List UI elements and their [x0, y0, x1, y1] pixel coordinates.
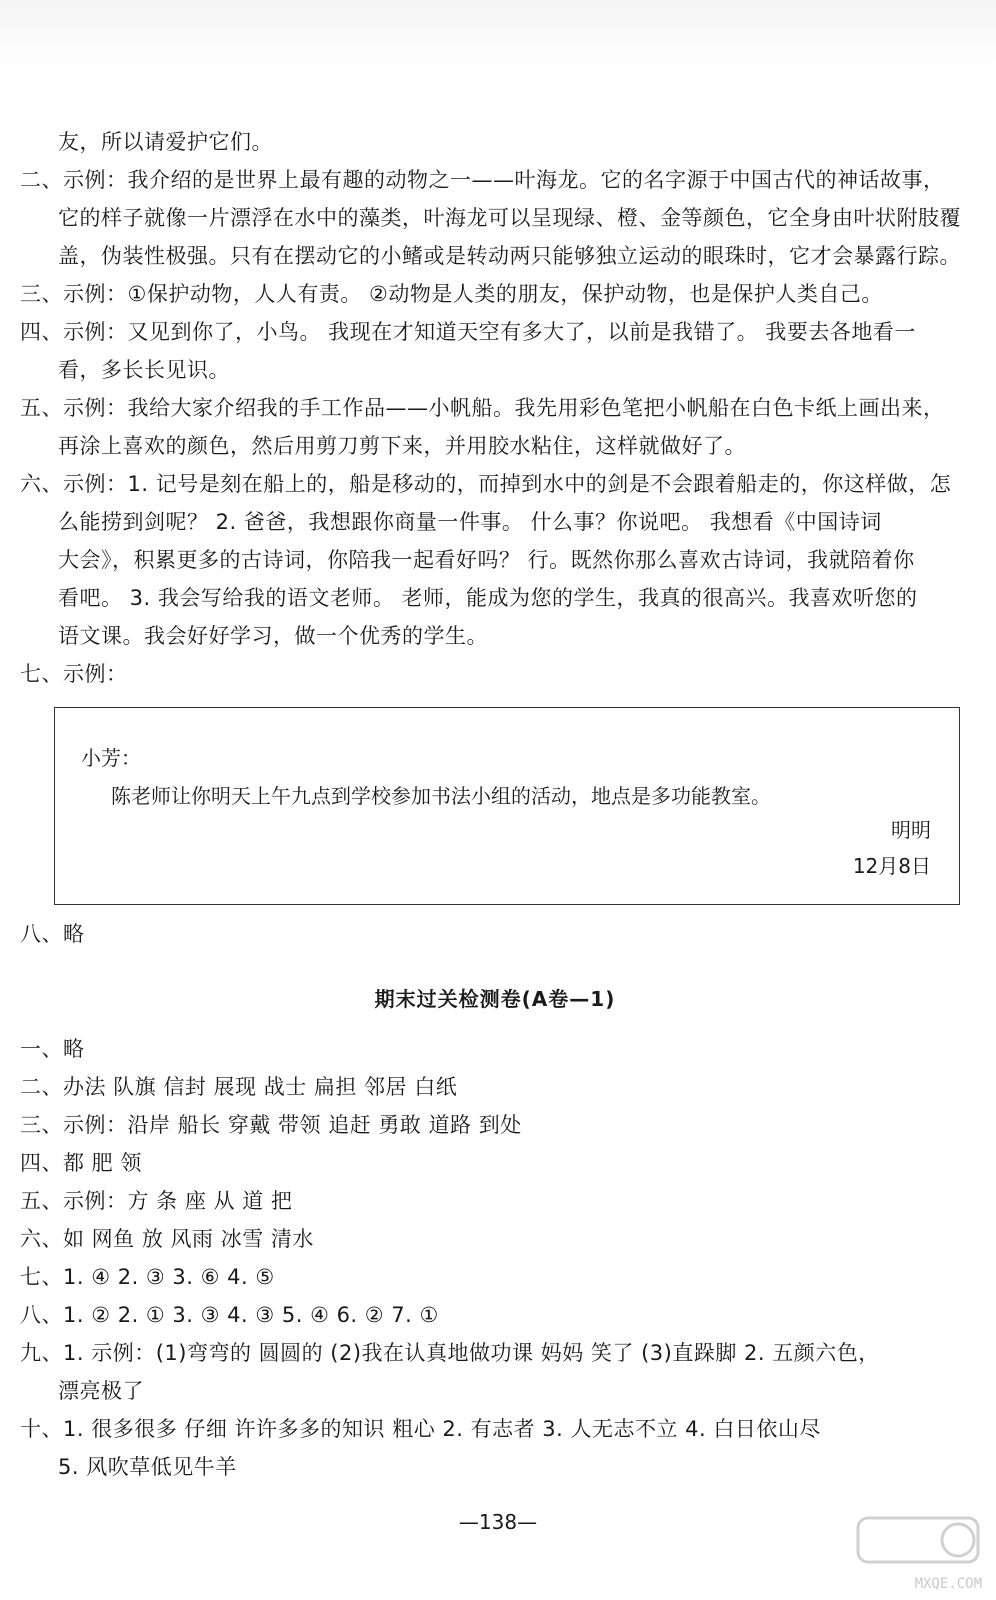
answer-section-top — [20, 123, 970, 693]
note-signature: 明明 — [891, 818, 931, 842]
answer-line: 三、示例：①保护动物，人人有责。 ②动物是人类的朋友，保护动物，也是保护人类自己。 — [20, 282, 883, 306]
answer-line: 八、1. ② 2. ① 3. ③ 4. ③ 5. ④ 6. ② 7. ① — [20, 1303, 439, 1327]
answer-line: 它的样子就像一片漂浮在水中的藻类，叶海龙可以呈现绿、橙、金等颜色，它全身由叶状附肢覆 — [58, 206, 961, 230]
answer-line: 四、示例：又见到你了，小鸟。 我现在才知道天空有多大了，以前是我错了。 我要去各地看一 — [20, 320, 916, 344]
answer-line: 五、示例：我给大家介绍我的手工作品——小帆船。我先用彩色笔把小帆船在白色卡纸上画出来， — [20, 396, 945, 420]
section-title: 期末过关检测卷(A卷—1) — [374, 987, 616, 1011]
note-salutation: 小芳： — [81, 746, 141, 770]
answer-line: 看，多长长见识。 — [58, 358, 230, 382]
answer-line: 一、略 — [20, 1037, 85, 1061]
note-date: 12月8日 — [852, 854, 931, 878]
answer-line: 六、如 网鱼 放 风雨 冰雪 清水 — [20, 1227, 314, 1251]
note-box — [54, 707, 960, 905]
answer-line: 二、办法 队旗 信封 展现 战士 扁担 邻居 白纸 — [20, 1075, 458, 1099]
scan-top-shadow — [0, 0, 996, 70]
answer-line: 三、示例：沿岸 船长 穿戴 带领 追赶 勇敢 道路 到处 — [20, 1113, 522, 1137]
answer-line: 九、1. 示例：(1)弯弯的 圆圆的 (2)我在认真地做功课 妈妈 笑了 (3)直跺脚 2. 五颜六色， — [20, 1341, 880, 1365]
answer-line: 盖，伪装性极强。只有在摆动它的小鳍或是转动两只能够独立运动的眼珠时，它才会暴露行踪。 — [58, 244, 961, 268]
answer-line: 二、示例：我介绍的是世界上最有趣的动物之一——叶海龙。它的名字源于中国古代的神话故事， — [20, 168, 945, 192]
answer-line: 六、示例：1. 记号是刻在船上的，船是移动的，而掉到水中的剑是不会跟着船走的，你这样做，怎 — [20, 472, 952, 496]
watermark — [848, 1512, 988, 1592]
answer-line: 七、1. ④ 2. ③ 3. ⑥ 4. ⑤ — [20, 1265, 275, 1289]
answer-line: 5. 风吹草低见牛羊 — [58, 1455, 237, 1479]
note-body: 陈老师让你明天上午九点到学校参加书法小组的活动，地点是多功能教室。 — [111, 784, 771, 808]
answer-stamp-icon — [848, 1512, 988, 1572]
answer-line: 四、都 肥 领 — [20, 1151, 142, 1175]
answer-line: 友，所以请爱护它们。 — [58, 130, 273, 154]
answer-line: 看吧。 3. 我会写给我的语文老师。 老师，能成为您的学生，我真的很高兴。我喜欢听您的 — [58, 586, 918, 610]
answer-line: 再涂上喜欢的颜色，然后用剪刀剪下来，并用胶水粘住，这样就做好了。 — [58, 434, 746, 458]
answer-line: 十、1. 很多很多 仔细 许许多多的知识 粗心 2. 有志者 3. 人无志不立 4. 白日依山尽 — [20, 1417, 821, 1441]
answer-content — [20, 123, 970, 1486]
answer-line: 大会》，积累更多的古诗词，你陪我一起看好吗？ 行。既然你那么喜欢古诗词，我就陪着你 — [58, 548, 915, 572]
answer-line: 漂亮极了 — [58, 1379, 144, 1403]
answer-line: 五、示例：方 条 座 从 道 把 — [20, 1189, 293, 1213]
watermark-text: MXQE.COM — [914, 1576, 982, 1592]
answer-line: 语文课。我会好好学习，做一个优秀的学生。 — [58, 624, 488, 648]
answer-line-eight: 八、略 — [20, 922, 85, 946]
answer-section-bottom — [20, 1030, 970, 1486]
page-number: —138— — [458, 1510, 538, 1534]
answer-line: 七、示例： — [20, 662, 128, 686]
answer-line: 么能捞到剑呢？ 2. 爸爸，我想跟你商量一件事。 什么事？你说吧。 我想看《中国诗词 — [58, 510, 882, 534]
